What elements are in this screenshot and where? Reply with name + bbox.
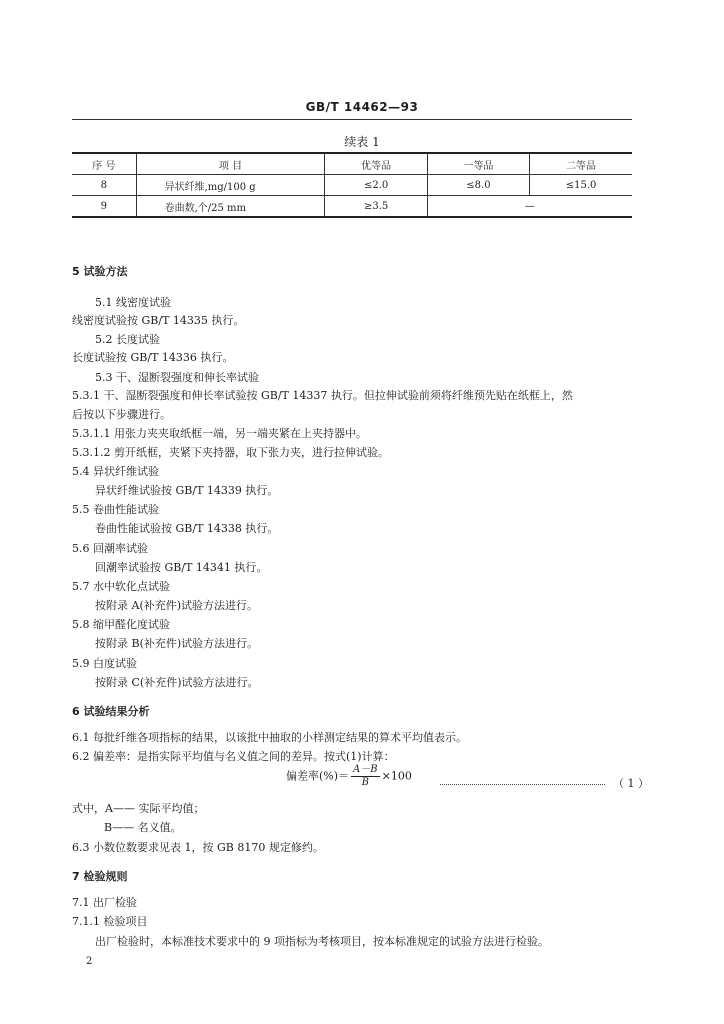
text-line: 式中，A—— 实际平均值； bbox=[72, 802, 205, 815]
text-line: 5.6 回潮率试验 bbox=[72, 542, 148, 555]
row-superior: ≤2.0 bbox=[325, 175, 427, 196]
col-header-first: 一等品 bbox=[427, 153, 529, 175]
text-line: 7.1.1 检验项目 bbox=[72, 915, 148, 928]
formula-factor: ×100 bbox=[381, 769, 412, 783]
row-second: ≤15.0 bbox=[530, 175, 632, 196]
quality-table bbox=[72, 152, 632, 218]
text-line: 5.8 缩甲醛化度试验 bbox=[72, 618, 170, 631]
document-header: GB/T 14462—93 bbox=[305, 100, 419, 114]
row-item: 卷曲数,个/25 mm bbox=[136, 196, 325, 218]
text-line: 6.1 每批纤维各项指标的结果，以该批中抽取的小样测定结果的算术平均值表示。 bbox=[72, 731, 467, 744]
text-line: 5.7 水中软化点试验 bbox=[72, 580, 170, 593]
text-line: 6.2 偏差率：是指实际平均值与名义值之间的差异。按式(1)计算： bbox=[72, 750, 395, 763]
row-first: ≤8.0 bbox=[427, 175, 529, 196]
text-line: 7.1 出厂检验 bbox=[72, 896, 137, 909]
row-rest: — bbox=[427, 196, 632, 218]
text-line: 5.3.1.2 剪开纸框，夹紧下夹持器，取下张力夹，进行拉伸试验。 bbox=[72, 446, 389, 459]
formula-denominator: B bbox=[361, 777, 370, 788]
col-header-item: 项 目 bbox=[136, 153, 325, 175]
text-line: 5.1 线密度试验 bbox=[95, 296, 171, 309]
text-line: 异状纤维试验按 GB/T 14339 执行。 bbox=[95, 484, 279, 497]
section-heading: 7 检验规则 bbox=[72, 870, 128, 883]
text-line: 5.4 异状纤维试验 bbox=[72, 465, 159, 478]
formula-lhs: 偏差率(%)＝ bbox=[286, 769, 350, 783]
page-number: 2 bbox=[86, 956, 93, 967]
row-item: 异状纤维,mg/100 g bbox=[136, 175, 325, 196]
table-row bbox=[72, 175, 632, 196]
formula bbox=[286, 764, 412, 789]
text-line: 线密度试验按 GB/T 14335 执行。 bbox=[72, 314, 245, 327]
table-row bbox=[72, 196, 632, 218]
header-rule bbox=[72, 119, 632, 120]
text-line: 5.3.1.1 用张力夹夹取纸框一端，另一端夹紧在上夹持器中。 bbox=[72, 427, 367, 440]
equation-number-line bbox=[440, 775, 649, 791]
table-header-row bbox=[72, 153, 632, 175]
col-header-second: 二等品 bbox=[530, 153, 632, 175]
text-line: 长度试验按 GB/T 14336 执行。 bbox=[72, 351, 234, 364]
text-line: 5.3.1 干、湿断裂强度和伸长率试验按 GB/T 14337 执行。但拉伸试验前须将纤维预先贴在纸框上，然 bbox=[72, 389, 573, 402]
col-header-superior: 优等品 bbox=[325, 153, 427, 175]
col-header-no: 序 号 bbox=[72, 153, 136, 175]
equation-number: （ 1 ） bbox=[613, 777, 649, 790]
text-line: 按附录 A(补充件)试验方法进行。 bbox=[95, 599, 259, 612]
formula-fraction bbox=[351, 764, 380, 789]
text-line: 卷曲性能试验按 GB/T 14338 执行。 bbox=[95, 522, 279, 535]
row-superior: ≥3.5 bbox=[325, 196, 427, 218]
section-heading: 6 试验结果分析 bbox=[72, 705, 150, 718]
text-line: 5.5 卷曲性能试验 bbox=[72, 503, 159, 516]
text-line: 5.2 长度试验 bbox=[95, 333, 160, 346]
text-line: 6.3 小数位数要求见表 1，按 GB 8170 规定修约。 bbox=[72, 841, 324, 854]
row-no: 9 bbox=[72, 196, 136, 218]
text-line: 回潮率试验按 GB/T 14341 执行。 bbox=[95, 561, 268, 574]
text-line: B—— 名义值。 bbox=[104, 821, 182, 834]
text-line: 5.9 白度试验 bbox=[72, 657, 137, 670]
leader-dots bbox=[440, 784, 605, 785]
row-no: 8 bbox=[72, 175, 136, 196]
text-line: 出厂检验时，本标准技术要求中的 9 项指标为考核项目，按本标准规定的试验方法进行检验。 bbox=[95, 935, 549, 948]
text-line: 5.3 干、湿断裂强度和伸长率试验 bbox=[95, 371, 259, 384]
section-heading: 5 试验方法 bbox=[72, 265, 128, 278]
text-line: 按附录 B(补充件)试验方法进行。 bbox=[95, 637, 259, 650]
formula-numerator: A－B bbox=[353, 764, 378, 775]
text-line: 按附录 C(补充件)试验方法进行。 bbox=[95, 676, 259, 689]
text-line: 后按以下步骤进行。 bbox=[72, 408, 171, 421]
table-caption: 续表 1 bbox=[344, 135, 380, 149]
